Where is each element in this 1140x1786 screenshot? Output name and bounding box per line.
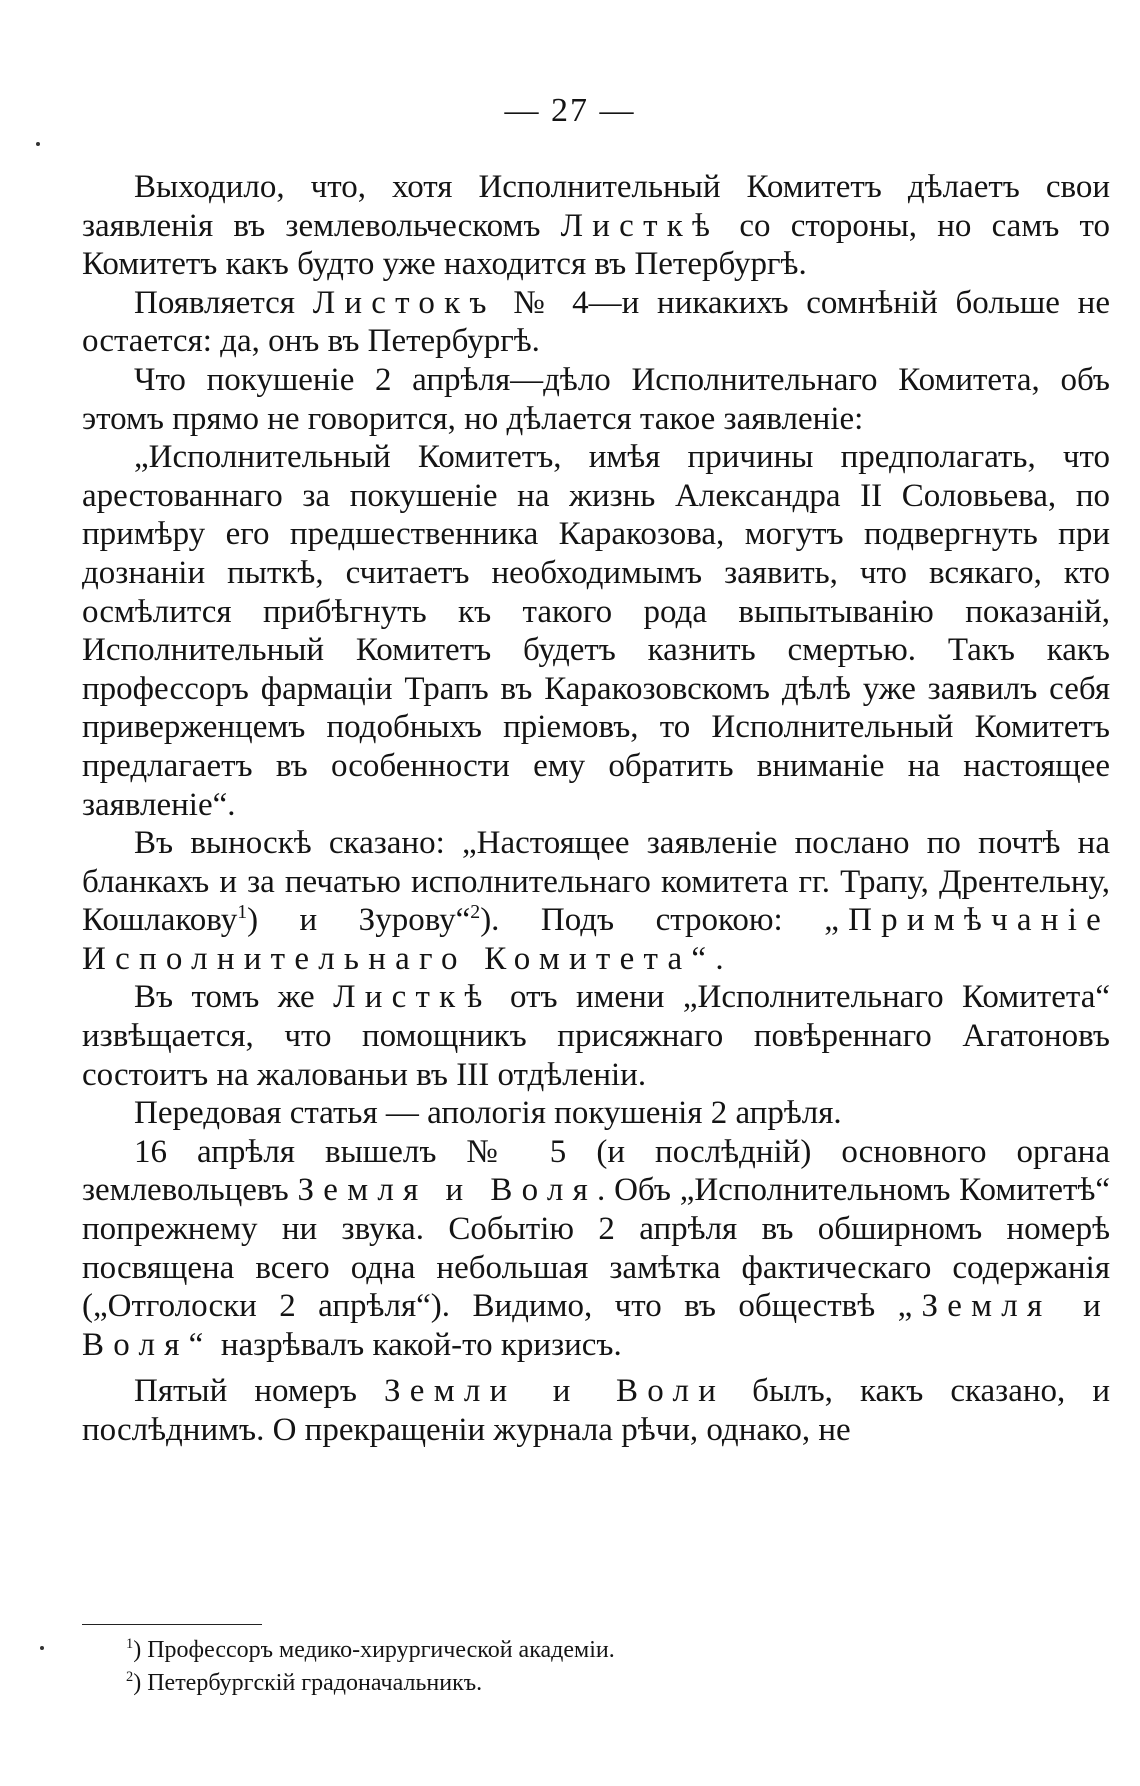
print-speck <box>36 142 40 146</box>
emphasis-spaced: Земля и Воля <box>297 1172 598 1209</box>
print-speck <box>40 1646 44 1650</box>
paragraph: Что покушеніе 2 апрѣля—дѣло Исполнительнаго Комитета, объ этомъ прямо не говорится, но дѣлается такое заявленіе: <box>82 361 1110 437</box>
footnote: $^2$) Петербургскій градоначальникъ. <box>126 1669 483 1696</box>
emphasis-spaced: „Земля и Воля“ <box>82 1288 1110 1363</box>
paragraph: Въ томъ же Листкѣ отъ имени „Исполнительнаго Комитета“ извѣщается, что помощникъ присяжнаго повѣреннаго Агатоновъ состоитъ на жалованьи въ III отдѣленіи. <box>82 979 1110 1093</box>
page-number: — 27 — <box>504 92 636 129</box>
paragraph: Выходило, что, хотя Исполнительный Комитетъ дѣлаетъ свои заявленія въ землевольческомъ Листкѣ со стороны, но самъ то Комитетъ какъ будто уже находится въ Петербургѣ. <box>82 169 1110 283</box>
body-text <box>82 168 1110 1450</box>
footnote: $^1$) Профессоръ медико-хирургической академіи. <box>126 1636 615 1663</box>
footnotes <box>126 1634 1086 1700</box>
paragraph: Пятый номеръ Земли и Воли былъ, какъ сказано, и послѣднимъ. О прекращеніи журнала рѣчи, однако, не <box>82 1373 1110 1448</box>
quotation-paragraph: „Исполнительный Комитетъ, имѣя причины предполагать, что арестованнаго за покушеніе на жизнь Александра II Соловьева, по примѣру его предшественника Каракозова, могутъ подвергнуть при дознаніи пыткѣ, считаетъ необходимымъ заявить, что всякаго, кто осмѣлится прибѣгнуть къ такого рода выпытыванію показаній, Исполнительный Комитетъ будетъ казнить смертью. Такъ какъ профессоръ фармаціи Трапъ въ Каракозовскомъ дѣлѣ уже заявилъ себя приверженцемъ подобныхъ пріемовъ, то Исполнительный Комитетъ предлагаетъ въ особенности ему обратить вниманіе на настоящее заявленіе“. <box>82 439 1110 823</box>
emphasis-spaced: „Примѣчаніе Исполнительнаго Комитета“. <box>82 902 1110 977</box>
footnote-divider <box>82 1624 262 1625</box>
footnote-ref: 2 <box>470 901 481 924</box>
paragraph: Въ выноскѣ сказано: „Настоящее заявленіе послано по почтѣ на бланкахъ и за печатью исполнительнаго комитета гг. Трапу, Дрентельну, Кошлакову$^1$) и Зурову“$^2$). Подъ строкою: „Примѣчаніе Исполнительнаго Комитета“. <box>82 825 1110 977</box>
paragraph: 16 апрѣля вышелъ № 5 (и послѣдній) основного органа землевольцевъ Земля и Воля. Объ „Исполнительномъ Комитетѣ“ попрежнему ни звука. Событію 2 апрѣля въ обширномъ номерѣ посвящена всего одна небольшая замѣтка фактическаго содержанія („Отголоски 2 апрѣля“). Видимо, что въ обществѣ „Земля и Воля“ назрѣвалъ какой-то кризисъ. <box>82 1133 1111 1363</box>
emphasis-spaced: Листокъ <box>312 284 496 321</box>
paragraph: Появляется Листокъ № 4—и никакихъ сомнѣній больше не остается: да, онъ въ Петербургѣ. <box>82 284 1110 360</box>
emphasis-spaced: Земли и Воли <box>384 1373 726 1410</box>
footnote-ref: 1 <box>237 901 248 924</box>
emphasis-spaced: Листкѣ <box>333 979 492 1016</box>
paragraph: Передовая статья — апологія покушенія 2 апрѣля. <box>134 1095 842 1132</box>
footnote-mark: 2 <box>126 1669 134 1685</box>
footnote-mark: 1 <box>126 1636 134 1652</box>
emphasis-spaced: Листкѣ <box>560 207 720 244</box>
